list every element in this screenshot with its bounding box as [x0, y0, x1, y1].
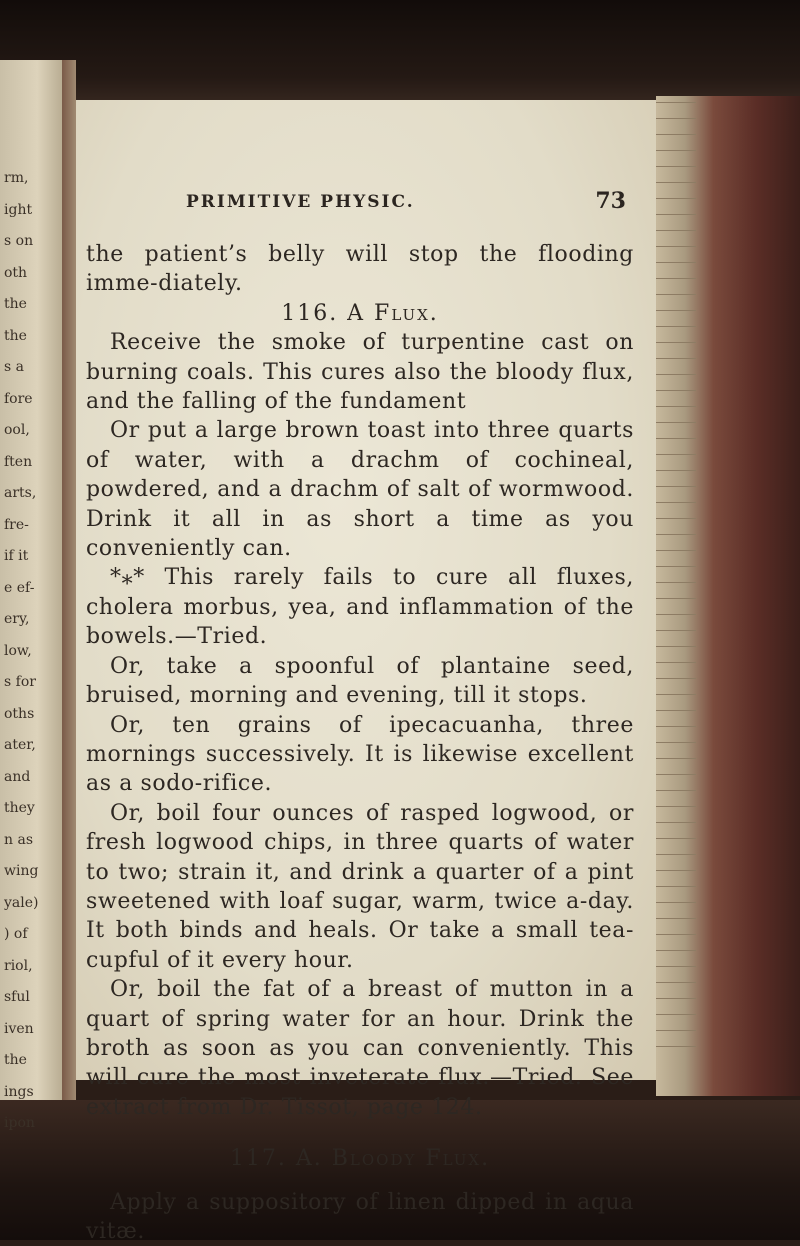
page-edge-line [656, 582, 696, 583]
facing-page-fragment: oths [4, 705, 35, 722]
page-edge-line [656, 358, 696, 359]
page-edge-line [656, 166, 696, 167]
facing-page-fragment: riol, [4, 957, 33, 974]
facing-page-fragment: e ef- [4, 579, 35, 596]
facing-page-fragment: if it [4, 548, 29, 564]
facing-page-fragment: the [4, 1052, 27, 1068]
page-edge-line [656, 982, 696, 983]
facing-page-fragment: iven [4, 1020, 34, 1037]
page-edge-line [656, 118, 696, 119]
facing-page-fragment: the [4, 327, 27, 344]
page-edge-line [656, 326, 696, 327]
page-edge-line [656, 278, 696, 279]
facing-page-fragment: s for [4, 674, 36, 690]
page-edge-line [656, 934, 696, 935]
facing-page-fragment: low, [4, 642, 32, 659]
facing-page-edge [0, 60, 65, 1131]
facing-page-fragment: s on [4, 233, 34, 249]
facing-page-fragment: fore [4, 390, 33, 407]
running-header [186, 188, 626, 214]
facing-page-fragment: ings [4, 1083, 34, 1100]
facing-page-fragment: ight [4, 201, 33, 218]
page-edge-line [656, 790, 696, 791]
page-edge-line [656, 774, 696, 775]
page-edge-line [656, 854, 696, 855]
page-edge-line [656, 502, 696, 503]
paragraph-7: Or, boil the fat of a breast of mutton in a quart of spring water for an hour. Drink the broth as soon as you can conveniently. This will cure the most inveterate flux.—Tried. See extract from Dr. Tissot, page 124. [86, 977, 634, 1120]
facing-page-fragment: ften [4, 453, 33, 470]
page-edge-line [656, 134, 696, 135]
page-edge-line [656, 262, 696, 263]
facing-page-fragment: ool, [4, 422, 30, 438]
page-edge-line [656, 102, 696, 103]
page-edge-line [656, 1046, 696, 1047]
facing-page-fragment: wing [4, 863, 39, 879]
header-title: PRIMITIVE PHYSIC. [186, 192, 415, 212]
paragraph-5: Or, ten grains of ipecacuanha, three mornings successively. It is likewise excellent as a sodo-rifice. [86, 712, 634, 797]
paragraph-2: Or put a large brown toast into three quarts of water, with a drachm of cochineal, powdered, and a drachm of salt of wormwood. Drink it all in as short a time as you conveniently can. [86, 418, 634, 562]
page-edge-line [656, 694, 696, 695]
facing-page-fragment: fre- [4, 516, 29, 533]
page-edge-line [656, 406, 696, 407]
page-edge-line [656, 182, 696, 183]
paragraph-4: Or, take a spoonful of plantaine seed, bruised, morning and evening, till it stops. [86, 653, 634, 709]
book-page [76, 100, 656, 1244]
page-edge-line [656, 950, 696, 951]
page-edge-line [656, 150, 696, 151]
section-117-heading: 117. A. Bloody Flux. [229, 1146, 491, 1172]
page-edge-line [656, 998, 696, 999]
page-edge-line [656, 838, 696, 839]
facing-page-fragment: they [4, 800, 35, 816]
page-edge-line [656, 886, 696, 887]
page-edge-line [656, 598, 696, 599]
book-spine [62, 60, 76, 1100]
page-edge-line [656, 1014, 696, 1015]
page-edge-line [656, 1030, 696, 1031]
page-edge-line [656, 678, 696, 679]
facing-page-fragment: ipon [4, 1115, 35, 1131]
page-edge-line [656, 902, 696, 903]
page-edge-line [656, 742, 696, 743]
page-edge-line [656, 630, 696, 631]
page-edge-line [656, 822, 696, 823]
intro-paragraph: the patient’s belly will stop the flooding imme-diately. [86, 242, 634, 297]
facing-page-fragment: n as [4, 831, 33, 848]
page-edge-line [656, 710, 696, 711]
paragraph-1: Receive the smoke of turpentine cast on burning coals. This cures also the bloody flux, and the falling of the fundament [86, 330, 634, 415]
facing-page-fragment: the [4, 296, 27, 312]
paragraph-6: Or, boil four ounces of rasped logwood, or fresh logwood chips, in three quarts of water to two; strain it, and drink a quarter of a pint sweetened with loaf sugar, warm, twice a-day. It both binds and heals. Or take a small tea-cupful of it every hour. [86, 800, 634, 973]
facing-page-fragment: s a [4, 359, 24, 375]
page-edge-line [656, 230, 696, 231]
page-edge-line [656, 566, 696, 567]
page-edge-line [656, 422, 696, 423]
page-edge-line [656, 470, 696, 471]
paragraph-8: Apply a suppository of linen dipped in aqua vitæ. [86, 1189, 634, 1244]
facing-page-fragment: and [4, 768, 31, 785]
facing-page-fragment: ery, [4, 611, 30, 627]
facing-page-fragment: arts, [4, 485, 37, 501]
page-edge-line [656, 534, 696, 535]
page-number: 73 [595, 188, 626, 214]
page-edge-line [656, 374, 696, 375]
section-116-heading: 116. A Flux. [281, 300, 439, 326]
page-edge-line [656, 550, 696, 551]
facing-page-fragment: sful [4, 989, 30, 1005]
page-edge-line [656, 342, 696, 343]
page-edge-line [656, 390, 696, 391]
paragraph-3: *⁎* This rarely fails to cure all fluxes, cholera morbus, yea, and inflammation of the bowels.—Tried. [86, 565, 634, 650]
page-edge-line [656, 486, 696, 487]
facing-page-fragment: ) of [4, 926, 28, 942]
page-edge-line [656, 438, 696, 439]
page-edge-line [656, 198, 696, 199]
page-edge-line [656, 614, 696, 615]
page-edge-line [656, 966, 696, 967]
page-edge-line [656, 454, 696, 455]
facing-page-fragment: yale) [4, 894, 39, 911]
page-edge-line [656, 726, 696, 727]
page-edge-line [656, 214, 696, 215]
top-background [0, 0, 800, 110]
facing-page-fragment: oth [4, 264, 28, 281]
page-body [86, 240, 634, 1246]
page-edge-line [656, 310, 696, 311]
page-edge-line [656, 870, 696, 871]
page-edge-line [656, 806, 696, 807]
facing-page-fragment: ater, [4, 737, 36, 753]
page-stack-edge [656, 96, 800, 1096]
facing-page-fragment: rm, [4, 170, 29, 186]
page-edge-line [656, 662, 696, 663]
page-edge-line [656, 246, 696, 247]
page-edge-line [656, 918, 696, 919]
page-edge-line [656, 758, 696, 759]
page-edge-line [656, 518, 696, 519]
page-edge-line [656, 294, 696, 295]
page-edge-line [656, 646, 696, 647]
